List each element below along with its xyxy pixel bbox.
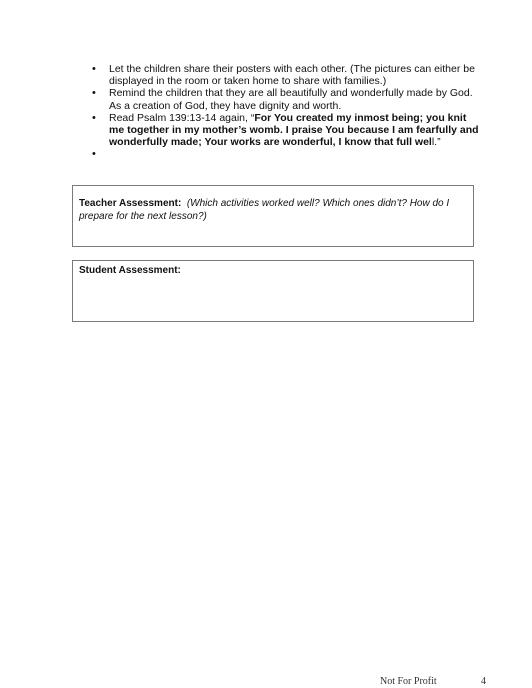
list-item-empty (92, 148, 482, 161)
page-number: 4 (481, 676, 486, 687)
footer-text: Not For Profit (380, 676, 437, 687)
teacher-assessment-box (72, 185, 474, 247)
bullet-text-psalm-end: l.” (431, 136, 441, 149)
bullet-text-psalm-quote: For You created my inmost being; you knit me together in my mother’s womb. I praise You because I am fearfully and wonderfully made; Your works are wonderful, I know that full wel (109, 111, 479, 149)
activity-bullet-list (92, 63, 482, 161)
list-item (92, 112, 482, 149)
teacher-assessment-title: Teacher Assessment: (79, 198, 182, 209)
student-assessment-title: Student Assessment: (79, 265, 181, 276)
bullet-text-remind-children: Remind the children that they are all beautifully and wonderfully made by God. As a creation of God, they have dignity and worth. (109, 87, 473, 112)
list-item (92, 87, 482, 111)
page-footer (380, 675, 500, 688)
teacher-assessment-hint: (Which activities worked well? Which ones didn’t? How do I prepare for the next lesson?) (79, 198, 450, 222)
bullet-text-share-posters: Let the children share their posters with each other. (The pictures can either be displayed in the room or taken home to share with families.) (109, 63, 475, 88)
bullet-text-psalm-intro: Read Psalm 139:13-14 again, “ (109, 111, 255, 124)
list-item (92, 63, 482, 87)
student-assessment-box (72, 260, 474, 322)
